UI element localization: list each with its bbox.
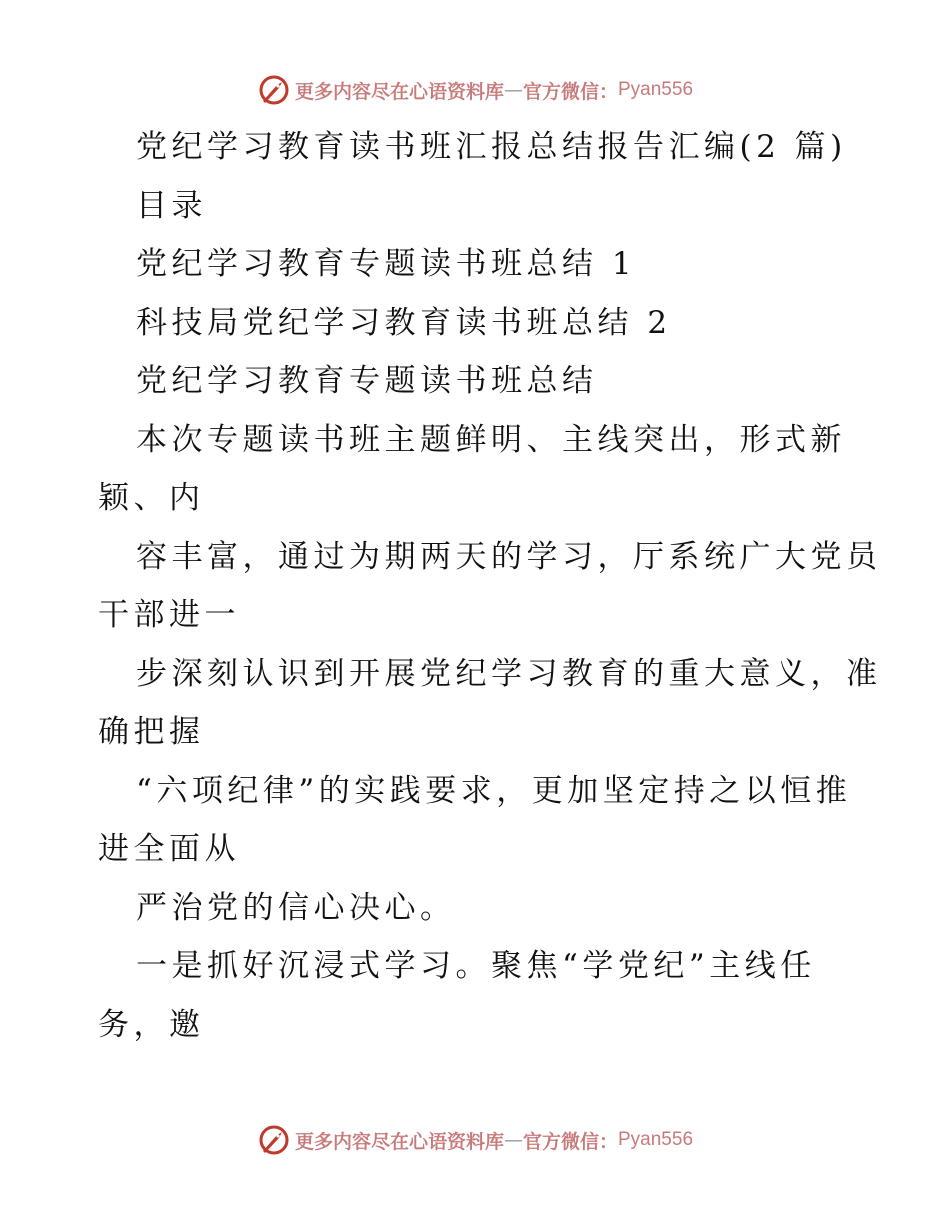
watermark-dash: —	[503, 1129, 523, 1151]
watermark-label: 官方微信：	[522, 80, 618, 103]
toc-entry: 科技局党纪学习教育读书班总结 2	[136, 304, 672, 341]
pen-nib-circle-icon	[257, 73, 291, 107]
section-title: 党纪学习教育专题读书班总结	[136, 363, 598, 399]
watermark-main-text: 更多内容尽在心语资料库	[294, 1130, 504, 1153]
paragraph-line: 干部进一	[98, 597, 240, 633]
toc-heading: 目录	[136, 187, 207, 224]
document-title: 党纪学习教育读书班汇报总结报告汇编(2 篇)	[136, 129, 847, 165]
paragraph-line: 容丰富，通过为期两天的学习，厅系统广大党员	[136, 538, 882, 575]
paragraph-line: 务，邀	[98, 1006, 205, 1043]
watermark-account: Pyan556	[618, 1129, 694, 1150]
pen-nib-circle-icon	[257, 1123, 291, 1157]
watermark-label: 官方微信：	[522, 1130, 618, 1153]
paragraph-line: 颖、内	[98, 480, 205, 516]
document-body	[98, 118, 882, 1054]
paragraph-line: 确把握	[98, 714, 205, 750]
header-watermark	[0, 70, 950, 110]
paragraph-line: 步深刻认识到开展党纪学习教育的重大意义，准	[136, 655, 882, 692]
toc-entry: 党纪学习教育专题读书班总结 1	[136, 246, 637, 282]
paragraph-line: “六项纪律”的实践要求，更加坚定持之以恒推	[136, 772, 852, 809]
paragraph-line: 本次专题读书班主题鲜明、主线突出，形式新	[136, 421, 846, 458]
watermark-dash: —	[503, 79, 523, 101]
footer-watermark	[0, 1120, 950, 1160]
watermark-main-text: 更多内容尽在心语资料库	[294, 80, 504, 103]
paragraph-line: 严治党的信心决心。	[136, 889, 456, 926]
watermark-account: Pyan556	[618, 79, 694, 100]
paragraph-line: 进全面从	[98, 831, 240, 867]
paragraph-line: 一是抓好沉浸式学习。聚焦“学党纪”主线任	[136, 948, 816, 984]
